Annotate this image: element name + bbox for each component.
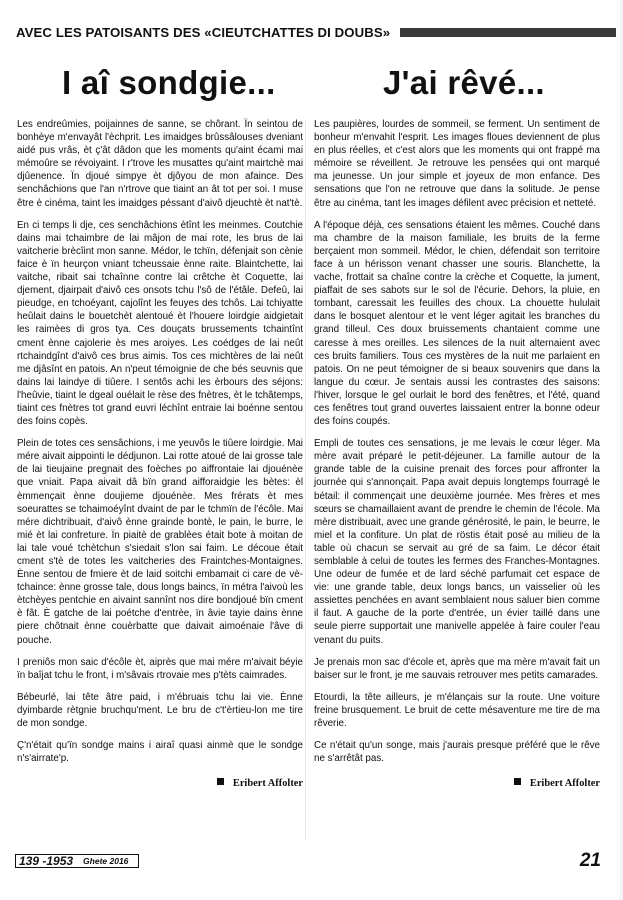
french-paragraph: Empli de toutes ces sensations, je me levais le cœur léger. Ma mère avait préparé le petit-déjeuner. La famille autour de la grande table de la cuisine prenait des forces pour affronter la journée qui s'annonçait. Papa avait depuis longtemps fourragé le bétail: il commençait une deuxième journée. Mes frères et mes sœurs se chamaillaient avant de prendre le chemin de l'école. Ma mère distribuait, avec une grande générosité, le pain, le beurre, le miel et la confiture. Un plat de röstis était posé au milieu de la table où chacun se servait au gré de sa faim. Le décor était semblable à celui de toutes les fermes des Franches-Montagnes. Une odeur de fumée et de lard séché parfumait cet espace de vie: une grande table, deux longs bancs, un vaisselier où les assiettes penchées en avant semblaient nous saluer bien comme il faut. A gauche de la porte d'entrée, un évier taillé dans une seule pierre supportait une manivelle appelée à faire couler l'eau venant du puits. (314, 438, 600, 646)
french-paragraph: Je prenais mon sac d'école et, après que ma mère m'avait fait un baiser sur le front, je me sauvais retrouver mes petits camarades. (314, 656, 600, 681)
french-signature-name: Eribert Affolter (529, 778, 600, 790)
issue-box (15, 854, 139, 868)
french-paragraph: A l'époque déjà, ces sensations étaient les mêmes. Couché dans ma chambre de la maison familiale, les bruits de la ferme berçaient mon sommeil. Médor, le chien, défendait son territoire face à un hérisson venant chasser une souris. Blanchette, la vache, frottait sa chaîne contre la crèche et Coquette, la jument, piaffait de ses sabots sur le sol de l'écurie. Dehors, la pluie, en tombant, caressait les feuilles des choux. La chouette hululait dans le bosquet alentour et le vent léger agitait les branches du grand tilleul. Ces doux bruissements chantaient comme une caresse à mes oreilles. Les silences de la nuit alternaient avec ces bruits familiers. Tous ces mystères de la nuit me parlaient en patois. On ne peut témoigner de si beaux souvenirs que dans la langue du cœur. Je sentais aussi les contrastes des saisons: l'hiver, lorsque le gel ourlait le bord des fenêtres, et l'été, quand ces fenêtres tout grand ouvertes laissaient entrer la bonne odeur des foins coupés. (314, 219, 600, 428)
french-paragraph: Ce n'était qu'un songe, mais j'aurais presque préféré que le rêve ne s'arrêtât pas. (314, 740, 600, 765)
page-edge-shadow (617, 0, 623, 900)
patois-paragraph: Les endreûmies, poijainnes de sanne, se chôrant. Ïn seintou de bonhèye m'envayât l'èchprit. Les imaidges brûssâlouses dveniant aidé pus vrâs, èt ç'ât dâdon que les moments qu'aint écami mai mémoûre se révoiyaint. I r'trove les musattes qu'aint mairtchè mai djûenence. Ïn djoué simpye èt djôyou de mon afaince. Des senchâchions que l'an n'rtrove que tiaint an ât tot per soi. I muse être è cinéma, taint les imaidges péssant d'aivô djeuchtè èt nat'tè. (17, 119, 303, 209)
patois-column (17, 118, 303, 790)
section-header-text: AVEC LES PATOISANTS DES «CIEUTCHATTES DI DOUBS» (16, 24, 391, 40)
page-number: 21 (579, 850, 601, 871)
french-signature (314, 777, 600, 790)
issue-number: 139 -1953 (19, 854, 74, 868)
french-paragraph: Etourdi, la tête ailleurs, je m'élançais sur la route. Une voiture freine brusquement. Le bruit de cette mésaventure me tire de ma rêverie. (314, 691, 600, 730)
patois-paragraph: En ci temps li dje, ces senchâchions ètînt les meinmes. Coutchie dains mai tchaimbre de lai mâjon de mai rote, les brus de lai vaitcherie brècîint mon sanne. Médor, le tchïn, défenjait son cènie faice è ïn heurçon vniant tcheussaie ènne raite. Blaintchette, lai vaitche, ribait sai tchaînne contre lai crêtche èt Coquette, lai djement, djairpait d'aivô ces onsots tchu l'sô de l'étâle. Defeû, lai pieudge, en tchoéyant, cajolînt les feuyes des tchôs. Lai tchiyatte heûlait dains le bouetchèt alentoué èt l'houere loirdgie aidgietait les raimèes di gros tya. Ces douçats brussements tchaintînt cment ènne cajolerie ès mes aroiyes. Les coédges de lai neût rtchaindgînt d'aivô ces brus aimis. Tos ces michtères de lai neût me djâsînt en patois. An n'peut témoignie de che bés seuvnis que dains lai laindye di tiûere. I sentôs achi les èrbours des séjons: l'heûvie, tiaint le dgeal ouélait le rèse des fnètres, èt le tchâtemps, tiaint ces fnètres tot grand euvri léchînt entraie lai boénne sentou des foins copès. (17, 219, 303, 428)
patois-signature-name: Eribert Affolter (232, 778, 303, 790)
patois-title: I aî sondgie... (62, 64, 276, 101)
patois-paragraph: Bébeurlé, lai tête âtre paid, i m'ébruais tchu lai vie. Ènne dyimbarde rètgnie bruchqu'ment. Le bru de c't'èrtieu-lon me tire de mon sondge. (17, 691, 303, 730)
patois-signature (17, 777, 303, 790)
patois-paragraph: Ç'n'était qu'ïn sondge mains i airaî quasi ainmè que le sondge n's'airrate'p. (17, 740, 303, 765)
section-header (16, 22, 616, 42)
header-rule-bar (400, 28, 616, 37)
issue-month: Ghete 2016 (83, 856, 129, 866)
patois-paragraph: I preniôs mon saic d'écôle èt, aiprès que mai mére m'aivait béyie ïn baîjat tchu le front, i m'sâvais rtrovaie mes p'tèts caimrades. (17, 656, 303, 681)
french-title: J'ai rêvé... (383, 64, 545, 101)
bullet-square-icon (217, 778, 224, 785)
french-column (314, 118, 600, 790)
bullet-square-icon (514, 778, 521, 785)
french-paragraph: Les paupières, lourdes de sommeil, se ferment. Un sentiment de bonheur m'envahit l'esprit. Les images floues deviennent de plus en plus réelles, et c'est alors que les moments qui ont frappé ma mémoire se réveillent. Je retrouve les pensées qui ont marqué ma jeunesse. Un jour simple et joyeux de mon enfance. Des sensations que l'on ne retrouve que dans la solitude. Je pense être au cinéma, tant les images défilent avec précision et netteté. (314, 119, 600, 209)
patois-paragraph: Plein de totes ces sensâchions, i me yeuvôs le tiûere loirdgie. Mai mére aivait aippointi le dédjunon. Lai rotte atoué de lai grosse tale de lai tieujaine pregnait des foèches po aiffrontaie lai djouénèe que vniait. Papa aivait dâ bïn grand aifforaidgie les bètes: èl èmmençait ènne doujieme djouénèe. Mes frérats èt mes soeurattes se tchaimoéyînt dvaint de par le tchmïn de l'écôle. Mai mére dichtribuait, d'aivô ènne grainde bontè, le pain, le burre, le mié èt lai confreture. Ïn piaitè de grablèes était bote à moitan de lai tale voué tchètchun s'siedait s'lon sai faim. Le découe était cment s'tè de totes les vaitcheries des Fraintches-Montaignes. Ènne sentou de fmiere èt de laid soitchi embamait ci care de vè-tchaince: ènne grosse tale, dous longs baincs, ïn métra l'aivoù les ètchèyes pentchie en aivaint sannînt nos dire bondjoué bïn cment è fât. È gatche de lai poétche d'entrèe, ïn âvie tayie dains ènne piere chôtnait ènne couèrbatte que daivait aimoénaie l'âve di pouche. (17, 438, 303, 646)
column-divider (305, 120, 306, 840)
